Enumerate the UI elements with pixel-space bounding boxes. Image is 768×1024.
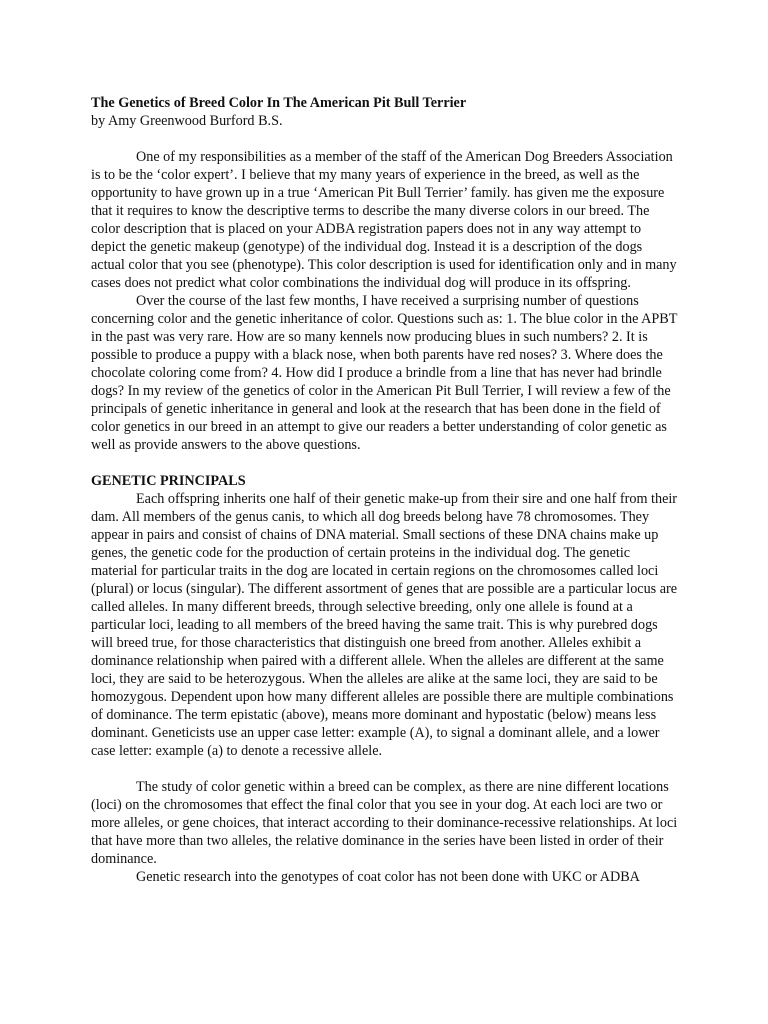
inheritance-paragraph: Each offspring inherits one half of their genetic make-up from their sire and one half from their dam. All members of the genus canis, to which all dog breeds belong have 78 chromosomes. They appear in pairs and consist of chains of DNA material. Small sections of these DNA chains make up genes, the genetic code for the production of certain proteins in the individual dog. The genetic material for particular traits in the dog are located in certain regions on the chromosomes called loci (plural) or locus (singular). The different assortment of genes that are possible are a particular locus are called alleles. In many different breeds, through selective breeding, only one allele is found at a particular loci, leading to all members of the breed having the same trait. This is why purebred dogs will breed true, for those characteristics that distinguish one breed from another. Alleles exhibit a dominance relationship when paired with a different allele. When the alleles are different at the same loci, they are said to be heterozygous. When the alleles are alike at the same loci, they are said to be homozygous. Dependent upon how many different alleles are possible there are multiple combinations of dominance. The term epistatic (above), means more dominant and hypostatic (below) means less dominant. Geneticists use an upper case letter: example (A), to signal a dominant allele, and a lower case letter: example (a) to denote a recessive allele. <box>91 491 678 759</box>
research-paragraph: Genetic research into the genotypes of coat color has not been done with UKC or ADBA <box>136 869 640 885</box>
questions-paragraph: Over the course of the last few months, I have received a surprising number of questions concerning color and the genetic inheritance of color. Questions such as: 1. The blue color in the APBT in the past was very rare. How are so many kennels now producing blues in such numbers? 2. It is possible to produce a puppy with a black nose, when both parents have red noses? 3. Where does the chocolate coloring come from? 4. How did I produce a brindle from a line that has never had brindle dogs? In my review of the genetics of color in the American Pit Bull Terrier, I will review a few of the principals of genetic inheritance in general and look at the research that has been done in the field of color genetics in our breed in an attempt to give our readers a better understanding of color genetic as well as provide answers to the above questions. <box>91 293 678 453</box>
document-title: The Genetics of Breed Color In The American Pit Bull Terrier <box>91 95 467 111</box>
loci-paragraph: The study of color genetic within a breed can be complex, as there are nine different locations (loci) on the chromosomes that effect the final color that you see in your dog. At each loci are two or more alleles, or gene choices, that interact according to their dominance-recessive relationships. At loci that have more than two alleles, the relative dominance in the series have been listed in order of their dominance. <box>91 779 678 867</box>
document-page <box>91 94 679 886</box>
intro-paragraph: One of my responsibilities as a member of the staff of the American Dog Breeders Association is to be the ‘color expert’. I believe that my many years of experience in the breed, as well as the opportunity to have grown up in a true ‘American Pit Bull Terrier’ family. has given me the exposure that it requires to know the descriptive terms to describe the many diverse colors in our breed. The color description that is placed on your ADBA registration papers does not in any way attempt to depict the genetic makeup (genotype) of the individual dog. Instead it is a description of the dogs actual color that you see (phenotype). This color description is used for identification only and in many cases does not predict what color combinations the individual dog will produce in its offspring. <box>91 149 677 291</box>
author-byline: by Amy Greenwood Burford B.S. <box>91 113 283 129</box>
section-heading-genetic-principals: GENETIC PRINCIPALS <box>91 473 246 489</box>
